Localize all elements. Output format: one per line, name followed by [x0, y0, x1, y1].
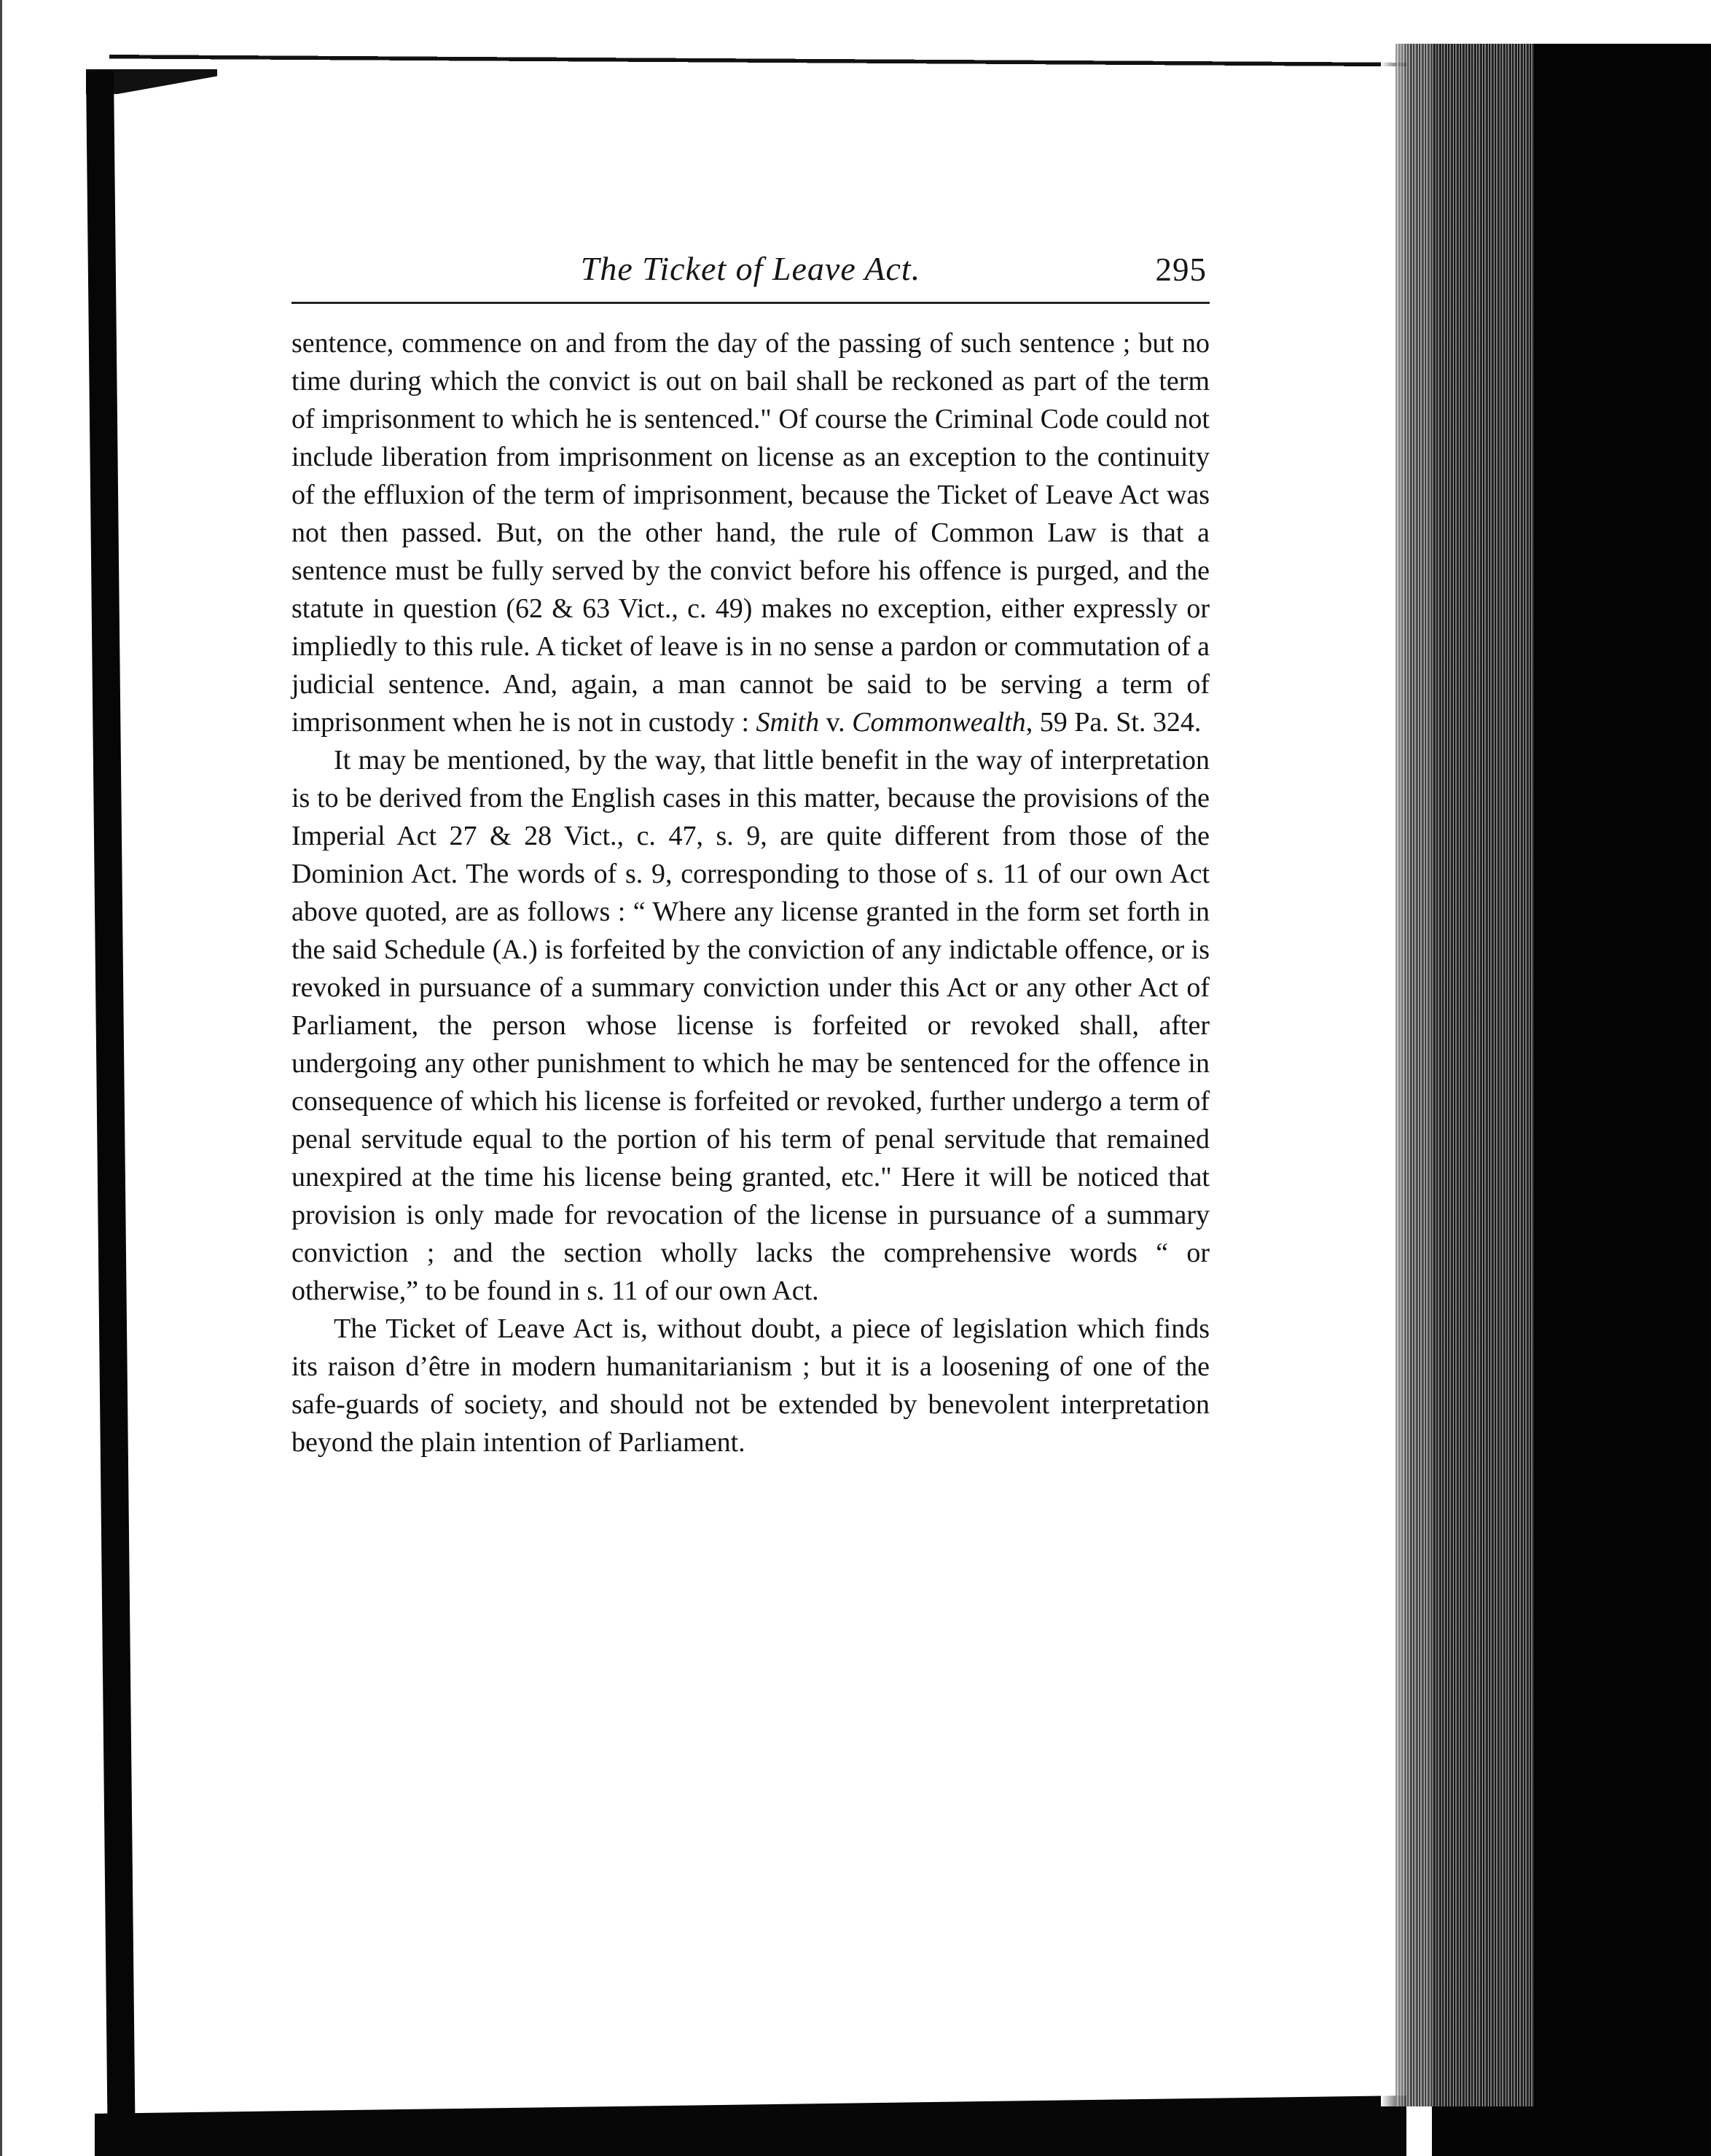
paragraph	[291, 324, 1210, 741]
paragraph	[291, 1310, 1210, 1461]
page-number: 295	[1155, 251, 1207, 288]
text-run: v.	[819, 707, 853, 738]
running-head	[291, 248, 1210, 306]
body-text	[291, 324, 1210, 1461]
header-rule	[291, 302, 1210, 304]
text-run: sentence, commence on and from the day of the passing of such sentence ; but no time during which the convict is out on bail shall be reckoned as part of the term of imprisonment to which he is sentenced." Of course the Criminal Code could not include liberation from imprisonment on license as an exception to the continuity of the effluxion of the term of imprisonment, because the Ticket of Leave Act was not then passed. But, on the other hand, the rule of Common Law is that a sentence must be fully served by the convict before his offence is purged, and the statute in question (62 & 63 Vict., c. 49) makes no exception, either expressly or impliedly to this rule. A ticket of leave is in no sense a pardon or commutation of a judicial sentence. And, again, a man cannot be said to be serving a term of imprisonment when he is not in custody :	[291, 328, 1210, 738]
paragraph	[291, 741, 1210, 1310]
scan-top-edge	[109, 48, 1406, 78]
book-page	[291, 248, 1210, 1461]
book-page-edges	[1395, 44, 1534, 2106]
citation: , 59 Pa. St. 324.	[1025, 707, 1202, 738]
page-edge-fade	[1381, 44, 1410, 2106]
scan-margin-line	[0, 0, 2, 2156]
case-name-smith: Smith	[756, 707, 820, 738]
scan-bottom-edge	[95, 2096, 1406, 2156]
case-name-commonwealth: Commonwealth	[852, 707, 1026, 738]
text-run: It may be mentioned, by the way, that little benefit in the way of interpretation is to be derived from the English cases in this matter, because the provisions of the Imperial Act 27 & 28 Vict., c. 47, s. 9, are quite different from those of the Dominion Act. The words of s. 9, corresponding to those of s. 11 of our own Act above quoted, are as follows : “ Where any license granted in the form set forth in the said Schedule (A.) is forfeited by the conviction of any indictable offence, or is revoked in pursuance of a summary conviction under this Act or any other Act of Parliament, the person whose license is forfeited or revoked shall, after undergoing any other punishment to which he may be sentenced for the offence in consequence of which his license is forfeited or revoked, further undergo a term of penal servitude equal to the portion of his term of penal servitude that remained unexpired at the time his license being granted, etc." Here it will be noticed that provision is only made for revocation of the license in pursuance of a summary conviction ; and the section wholly lacks the comprehensive words “ or otherwise,” to be found in s. 11 of our own Act.	[291, 745, 1210, 1306]
scan-left-edge	[86, 71, 136, 2156]
running-head-title: The Ticket of Leave Act.	[580, 250, 921, 287]
text-run: The Ticket of Leave Act is, without doubt, a piece of legislation which finds its raison d’être in modern humanitarianism ; but it is a loosening of one of the safe-guards of society, and should not be extended by benevolent interpretation beyond the plain intention of Parliament.	[291, 1313, 1210, 1458]
